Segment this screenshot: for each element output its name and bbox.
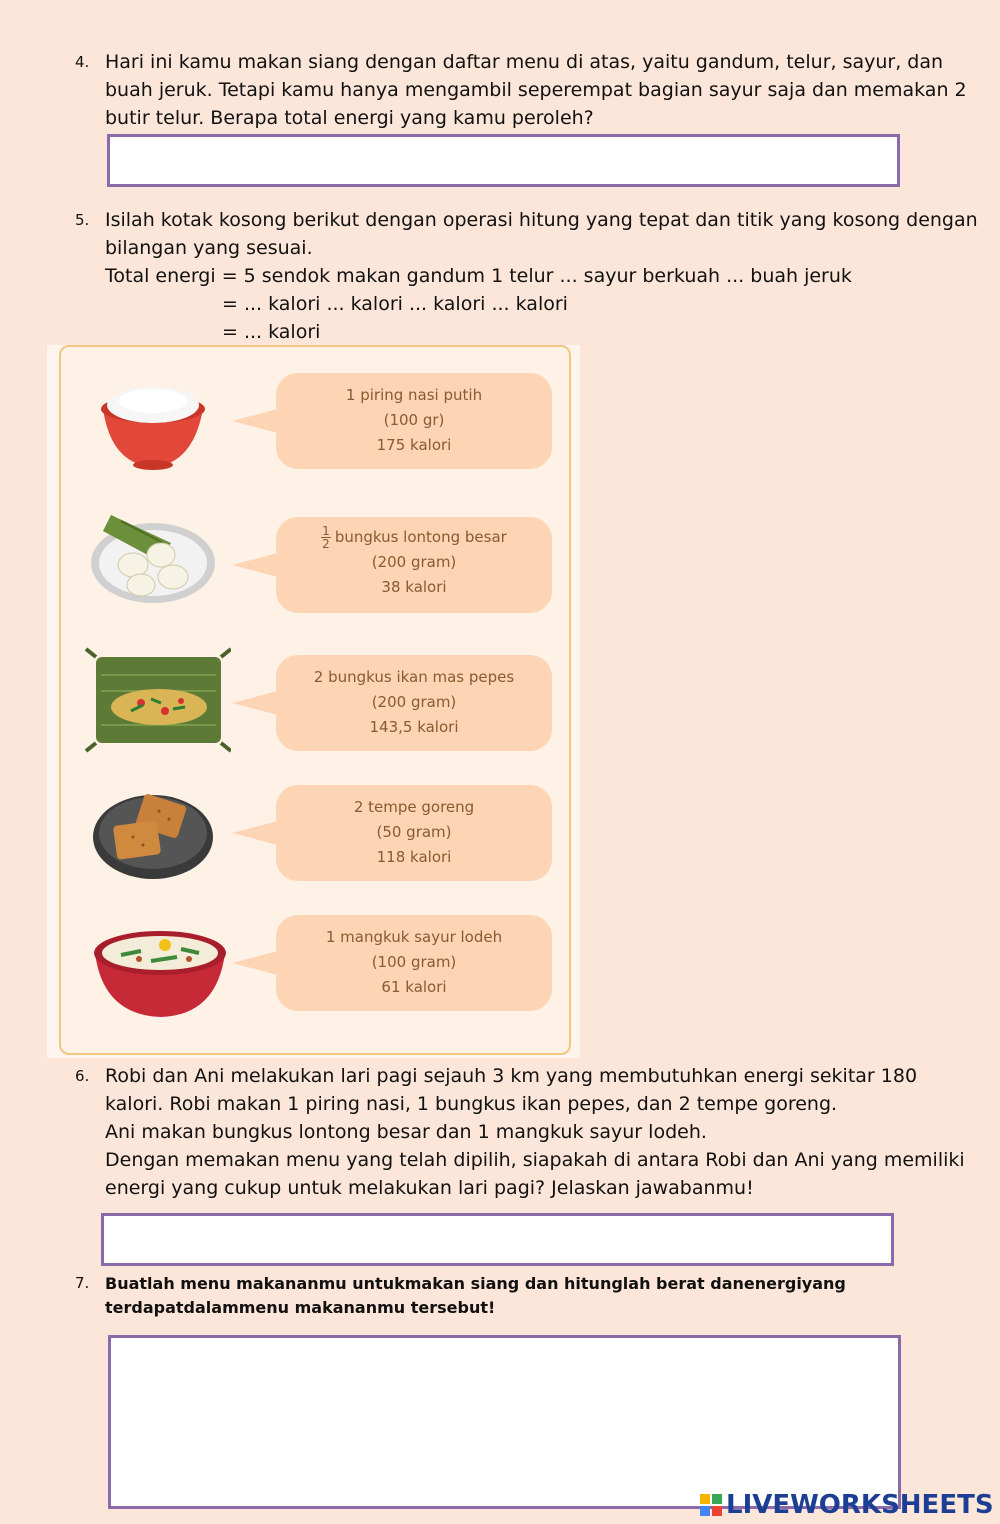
fraction-numerator: 1 [322,524,330,538]
question-text: Isilah kotak kosong berikut dengan operasi hitung yang tepat dan titik yang kosong dengan [105,209,978,231]
food-item [61,913,573,1023]
question-text: bilangan yang sesuai. [105,237,313,259]
food-energy: 61 kalori [381,978,447,996]
equation-line: Total energi = 5 sendok makan gandum 1 telur ... sayur berkuah ... buah jeruk [105,265,852,287]
question-text: Dengan memakan menu yang telah dipilih, siapakah di antara Robi dan Ani yang memiliki [105,1149,965,1171]
question-text: Ani makan bungkus lontong besar dan 1 mangkuk sayur lodeh. [105,1121,707,1143]
question-text: Buatlah menu makananmu untukmakan siang dan hitunglah berat danenergiyang [105,1274,846,1293]
fraction-denominator: 2 [322,537,330,551]
liveworksheets-logo-icon [700,1494,722,1516]
answer-input-q6[interactable] [101,1213,894,1266]
lodeh-bowl-icon [81,913,231,1023]
food-name: bungkus lontong besar [334,528,507,546]
answer-input-q7[interactable] [108,1335,901,1509]
food-energy: 143,5 kalori [369,718,459,736]
food-name: 1 mangkuk sayur lodeh [325,928,503,946]
food-item [61,645,573,755]
lontong-plate-icon [81,503,231,613]
food-item [61,369,573,479]
food-weight: (100 gr) [383,411,445,429]
answer-input-q4[interactable] [107,134,900,187]
question-text: Robi dan Ani melakukan lari pagi sejauh 3 km yang membutuhkan energi sekitar 180 [105,1065,918,1087]
equation-line: = ... kalori ... kalori ... kalori ... kalori [222,293,568,315]
question-text: energi yang cukup untuk melakukan lari pagi? Jelaskan jawabanmu! [105,1177,754,1199]
food-weight: (100 gram) [371,953,457,971]
food-weight: (200 gram) [371,553,457,571]
question-text: Hari ini kamu makan siang dengan daftar menu di atas, yaitu gandum, telur, sayur, dan [105,51,944,73]
pepes-fish-icon [81,645,231,755]
question-number: 5. [75,211,90,229]
food-name: 1 piring nasi putih [345,386,483,404]
food-panel-frame [59,345,571,1055]
question-text: buah jeruk. Tetapi kamu hanya mengambil seperempat bagian sayur saja dan memakan 2 [105,79,967,101]
food-name-line [276,525,552,550]
food-name: 2 tempe goreng [353,798,475,816]
food-info-bubble [276,785,552,881]
food-item [61,503,573,613]
food-energy: 118 kalori [376,848,452,866]
question-text: butir telur. Berapa total energi yang kamu peroleh? [105,107,594,129]
question-number: 6. [75,1067,90,1085]
food-info-bubble [276,655,552,751]
question-text: kalori. Robi makan 1 piring nasi, 1 bungkus ikan pepes, dan 2 tempe goreng. [105,1093,838,1115]
food-name: 2 bungkus ikan mas pepes [313,668,515,686]
fraction [321,525,331,550]
question-text: terdapatdalammenu makananmu tersebut! [105,1298,496,1317]
liveworksheets-logo[interactable] [700,1490,994,1520]
food-info-bubble [276,915,552,1011]
question-number: 7. [75,1274,90,1292]
food-calorie-panel [47,345,580,1058]
tempe-plate-icon [81,779,231,889]
food-item [61,779,573,889]
food-info-bubble [276,373,552,469]
food-weight: (50 gram) [376,823,452,841]
equation-line: = ... kalori [222,321,321,343]
logo-text: LIVEWORKSHEETS [726,1490,994,1520]
food-info-bubble [276,517,552,613]
question-number: 4. [75,53,90,71]
food-weight: (200 gram) [371,693,457,711]
food-energy: 38 kalori [381,578,447,596]
food-energy: 175 kalori [376,436,452,454]
rice-bowl-icon [81,369,231,479]
